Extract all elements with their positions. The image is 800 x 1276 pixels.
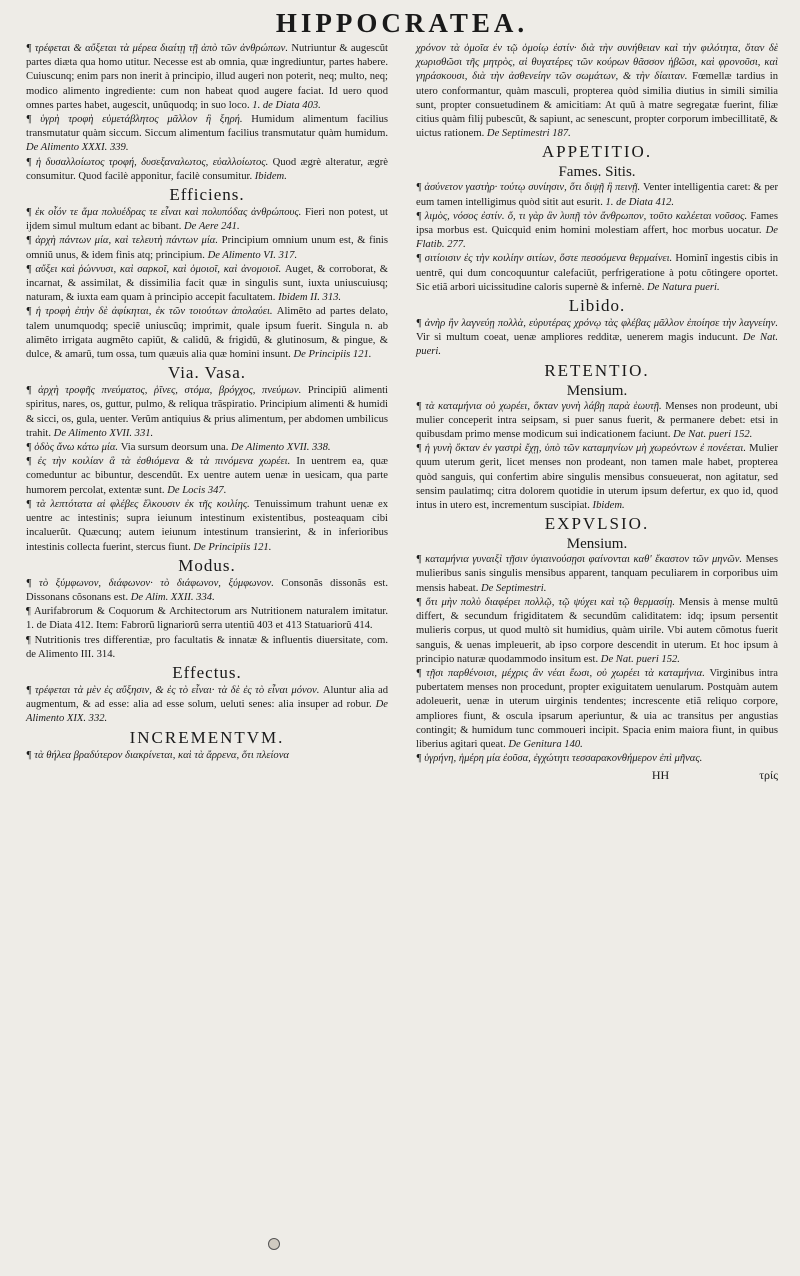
right-column: [416, 42, 778, 783]
text-entry: [26, 455, 388, 498]
entry-latin: Menses mulieribus sanis singulis mensibus apparent, tanquam peculiarem in corporibus uim mensis habeat.: [416, 554, 778, 594]
entry-latin: Quod ægrè alteratur, ægrè consumitur. Quod facilè apponitur, facilè consumitur.: [26, 156, 388, 182]
entry-latin: Virginibus intra pubertatem menses non procedunt, propter exiguitatem uenularum. Postquàm autem adoleuerit, uenæ in uterum uirginis tendentes; increscente etiã reliquo corpore, ampliores fiunt, & oscula ipsarum aperiuntur, & uia ac transitus per angustias contingit; & humidum tunc commoueri incipit. Spacia enim maiora fiunt, in quibus liberius agitari queat.: [416, 667, 778, 750]
entry-greek: ¶ ὅτι μὴν πολὺ διαφέρει πολλῷ, τῷ ψύχει καὶ τῷ θερμασίῃ.: [416, 596, 675, 608]
text-entry: [416, 210, 778, 253]
entry-greek: ¶ τὰ θήλεα βραδύτερον διακρίνεται, καὶ τὰ ἄρρενα, ὅτι πλείονα: [26, 749, 289, 761]
entry-latin: Nutriuntur & augescũt partes diæta qua homo utitur. Necesse est ab omnia, quæ ingrediuntur, partes habere. Cuiuscunq; enim pars non inerit à principio, illud augeri non poterit, neq; multo, neq; modico alimento ingrediente: cum non habeat quod augere faciat. Id uero quod omnes partes habet, augescit, unũquodq; in suo loco.: [26, 43, 388, 111]
text-entry: [26, 156, 388, 184]
entry-src: 1. de Diata 412.: [605, 196, 675, 208]
subsection-heading: Fames. Sitis.: [558, 164, 636, 181]
text-entry: [26, 384, 388, 441]
text-entry: [26, 42, 388, 113]
entry-latin: Venter intelligentia caret: & per eum tamen intelligimus quòd sitit aut esurit.: [416, 182, 778, 208]
text-entry: [26, 498, 388, 555]
entry-src: De Alimento XXXI. 339.: [26, 142, 129, 154]
entry-src: De Aere 241.: [184, 221, 240, 233]
entry-src: De Alim. XXII. 334.: [130, 591, 215, 603]
left-column: [26, 42, 389, 783]
entry-src: 1. de Diata 403.: [252, 99, 321, 111]
text-entry: [416, 181, 778, 209]
text-entry: [26, 605, 388, 633]
text-entry: [416, 442, 778, 513]
entry-src: Ibidem.: [592, 500, 625, 512]
text-entry: [26, 305, 388, 362]
text-entry: [26, 684, 388, 727]
footer: [416, 768, 778, 783]
entry-greek: ¶ ἐς τὴν κοιλίαν ἃ τὰ ἐσθιόμενα & τὰ πινόμενα χωρέει.: [26, 456, 291, 468]
entry-latin: Aluntur alia ad augmentum, & ad esse: alia ad esse solum, ueluti senes: alia insuper ad robur.: [26, 684, 388, 711]
catchword: τρίς: [759, 768, 778, 783]
text-entry: [416, 752, 778, 766]
section-heading: Via. Vasa.: [167, 363, 247, 383]
text-entry: [416, 596, 778, 667]
text-entry: [26, 113, 388, 156]
section-heading: Efficiens.: [169, 185, 245, 205]
entry-latin: Fœmellæ tardius in utero conformantur, quàm masculi, propterea quòd similia diutius in simili similia sunt, propter consuetudinem & amicitiam: At quũ à matre segregatæ fuerint, filiæ citius quàm filij pubescũt, & sapiunt, ac senescunt, propter corporum imbecillitatẽ, & uictus rationem.: [416, 71, 778, 140]
text-entry: [26, 749, 388, 763]
entry-latin: ¶ Aurifabrorum & Coquorum & Architectorum ars Nutritionem naturalem imitatur. 1. de Diata 412. Item: Fabrorũ lignariorũ serra utentiũ 403 et 413 Statuariorũ 414.: [26, 606, 388, 632]
entry-latin: Fieri non potest, ut ijdem simul multum edant ac bibant.: [26, 207, 388, 233]
entry-greek: ¶ τρέφεται & αὔξεται τὰ μέρεα διαίτῃ τῇ ἀπὸ τῶν ἀνθρώπων.: [26, 43, 289, 54]
entry-greek: ¶ τὰ καταμήνια οὐ χωρέει, ὅκταν γυνὴ λάβῃ παρὰ ἑωυτῇ.: [416, 400, 662, 412]
text-entry: [26, 441, 388, 455]
entry-greek: ¶ ἀσύνετον γαστὴρ· τούτῳ συνίησιν, ὅτι διψῇ ἢ πεινῇ.: [416, 182, 641, 194]
subsection-heading: Mensium.: [566, 382, 628, 399]
entry-latin: Fames ipsa morbus est. Quicquid enim homini molestiam affert, hoc morbus uocatur.: [416, 210, 778, 237]
entry-greek: ¶ ἀνὴρ ἢν λαγνεύῃ πολλὰ, εὐρυτέρας χρόνῳ τὰς φλέβας μᾶλλον ἐποίησε τὴν λαγνείην.: [416, 318, 778, 330]
entry-src: Ibidem II. 313.: [278, 292, 342, 304]
entry-latin: Principium omnium unum est, & finis omniũ unus, & idem finis atq; principium.: [26, 235, 388, 261]
signature-mark: HH: [651, 768, 670, 783]
entry-src: De Flatib. 277.: [416, 225, 778, 251]
entry-latin: Mensis à mense multũ differt, & secundum frigiditatem & secundũm caliditatem: idq; ipsum persentit mulieris corpus, ut quod multò sit humidius, quàm uirile. Vbi autem cõmotus fuerit sanguis, & uenas impleuerit, ab ipso corpore descendit in uterum. Et hoc ipsum à principio naturæ quodammodo insitum est.: [416, 596, 778, 665]
entry-greek: ¶ ἡ δυσαλλοίωτος τροφή, δυσεξαναλωτος, εὐαλλοίωτος.: [26, 156, 269, 168]
entry-src: De Alimento XIX. 332.: [26, 699, 388, 725]
entry-latin: Auget, & corroborat, & incarnat, & assimilat, & dissimilia facit quæ in singulis sunt, iuxta uniuscuiusq; naturam, & iuxta eam quam à principio accepit facultatem.: [26, 263, 388, 304]
entry-greek: ¶ λιμὸς, νόσος ἐστίν. ὅ, τι γὰρ ἂν λυπῇ τὸν ἄνθρωπον, τοῦτο καλέεται νοῦσος.: [416, 210, 748, 222]
section-heading: Modus.: [178, 555, 236, 575]
text-entry: [26, 234, 388, 262]
text-entry: [26, 263, 388, 306]
entry-greek: ¶ τὰ λεπτότατα αἱ φλέβες ἕλκουσιν ἐκ τῆς κοιλίης.: [26, 498, 250, 510]
text-entry: [416, 252, 778, 295]
text-entry: [416, 553, 778, 596]
entry-latin: Principiũ alimenti spiritus, nares, os, guttur, pulmo, & reliqua trãspiratio. Principium alimenti & humidi & sicci, os, gula, uenter. Verũm antiquius & prius alimentum, per abdomen umbilicus trahit.: [26, 385, 388, 439]
entry-src: De Alimento VI. 317.: [207, 249, 298, 261]
entry-greek: ¶ καταμήνια γυναιξὶ τῇσιν ὑγιαινούσῃσι φαίνονται καθ' ἕκαστον τῶν μηνῶν.: [416, 554, 743, 566]
entry-greek: ¶ ὑγρὴ τροφὴ εὐμετάβλητος μᾶλλον ἢ ξηρή.: [26, 114, 243, 126]
entry-greek: ¶ τὸ ξύμφωνον, διάφωνον· τὸ διάφωνον, ξύμφωνον.: [26, 577, 274, 589]
entry-src: De Nat. pueri 152.: [600, 653, 680, 665]
section-heading: APPETITIO.: [541, 142, 653, 162]
entry-latin: Consonãs dissonãs est. Dissonans cõsonans est.: [26, 577, 388, 603]
columns: [26, 42, 778, 783]
entry-greek: ¶ ἀρχὴ πάντων μία, καὶ τελευτὴ πάντων μία.: [26, 235, 218, 247]
entry-latin: Vir si multum coeat, uenæ ampliores redditæ, uenerem magis inducunt.: [416, 332, 739, 344]
entry-greek: ¶ τρέφεται τὰ μὲν ἐς αὔξησιν, & ἐς τὸ εἶναι· τὰ δὲ ἐς τὸ εἶναι μόνον.: [26, 684, 320, 696]
entry-src: Ibidem.: [254, 170, 287, 182]
entry-greek: χρόνον τὰ ὁμοῖα ἐν τῷ ὁμοίῳ ἐστίν· διὰ τὴν συνήθειαν καὶ τὴν φιλότητα, ὅταν δὲ χωρισθῶσι τῆς μητρὸς, αἱ θυγατέρες τῶν κούρων θᾶσσον ἡβῶσι, καὶ φρονοῦσι, καὶ γηράσκουσι, διὰ τὴν ἀσθενείην τῶν σωμάτων, & τὴν δίαιταν.: [416, 43, 778, 83]
entry-greek: ¶ ἐκ οἷόν τε ἅμα πολυέδρας τε εἶναι καὶ πολυπόδας ἀνθρώπους.: [26, 207, 302, 219]
entry-latin: Humidum alimentum facilius transmutatur quàm siccum. Siccum alimentum facilius transmutatur quàm humidum.: [26, 114, 388, 140]
text-entry: [416, 667, 778, 752]
page-title: HIPPOCRATEA.: [275, 8, 529, 38]
entry-latin: Via sursum deorsum una.: [120, 442, 229, 454]
section-heading: RETENTIO.: [544, 360, 650, 380]
entry-latin: Tenuissimum trahunt uenæ ex uentre ac intestinis; supra ieiunum intestinum existentibus, posteaquam cibi incaluerũt. Quæcunq; autem ieiunum intestinum transierint, & in inferioribus intestinis collecta fuerint, stercus fiunt.: [26, 498, 389, 553]
text-entry: [416, 317, 778, 360]
entry-greek: ¶ ὁδὸς ἄνω κάτω μία.: [26, 442, 119, 454]
entry-src: De Nat. pueri 152.: [673, 429, 753, 441]
entry-latin: Hominĩ ingestis cibis in uentrẽ, qui dum concoquuntur calefaciũt, perfrigeratione à potu cõtingere oportet. Sic etiã arbori uicissitudine caloris supernè & infernè.: [416, 253, 779, 293]
entry-greek: ¶ σιτίοισιν ἐς τὴν κοιλίην σιτίων, ὅστε πεσσόμενα θερμαίνει.: [416, 253, 673, 265]
text-entry: [26, 634, 388, 662]
entry-greek: ¶ αὔξει καὶ ῥώννυσι, καὶ σαρκοῖ, καὶ ὁμοιοῖ, καὶ ἀνομοιοῖ.: [26, 263, 282, 275]
section-heading: EXPVLSIO.: [544, 514, 650, 534]
text-entry: [26, 206, 388, 234]
entry-src: De Alimento XVII. 338.: [231, 442, 331, 454]
entry-src: De Principiis 121.: [193, 541, 272, 553]
entry-latin: In uentrem ea, quæ comeduntur ac bibuntur, descendũt. Ex uentre autem uenæ in uesicam, qua parte humorem percolat, extentæ sunt.: [26, 456, 388, 496]
entry-src: De Principiis 121.: [293, 349, 372, 361]
text-entry: [416, 42, 778, 141]
entry-greek: ¶ ὑγρήνη, ἡμέρη μία ἐοῦσα, ἐγχώτητι τεσσαρακονθήμερον ἐπὶ μῆνας.: [416, 753, 703, 765]
entry-greek: ¶ ἡ γυνὴ ὅκταν ἐν γαστρὶ ἔχῃ, ὑπὸ τῶν καταμηνίων μὴ χωρεόντων ἐ πονέεται.: [416, 443, 746, 455]
entry-src: De Septimestri 187.: [486, 128, 571, 140]
entry-src: De Septimestri.: [481, 582, 547, 594]
entry-greek: ¶ ἀρχὴ τροφῆς πνεύματος, ῥῖνες, στόμα, βρόγχος, πνεύμων.: [26, 385, 302, 397]
subsection-heading: Mensium.: [566, 536, 628, 553]
entry-src: De Natura pueri.: [646, 281, 720, 293]
entry-greek: ¶ ἡ τροφὴ ἐπὴν δὲ ἀφίκηται, ἐκ τῶν τοιούτων ἀπολαύει.: [26, 306, 273, 318]
printer-ornament: [268, 1238, 280, 1250]
entry-src: De Genitura 140.: [508, 738, 583, 750]
entry-greek: ¶ τῇσι παρθένοισι, μέχρις ἂν νέαι ἔωσι, οὐ χωρέει τὰ καταμήνια.: [416, 667, 705, 679]
entry-src: De Locis 347.: [167, 484, 227, 496]
text-entry: [26, 577, 388, 605]
entry-latin: Alimẽto ad partes delato, talem unumquodq; speciẽ uniuscũq; imprimit, quale ipsum fuerit. Singula n. ab alimẽto irrigata augmẽto capiũt, & calidũ, & frigidũ, & glutinosum, & pingue, & dulce, & amarũ, tum ossa, tum quæuis alia quæ homini insunt.: [26, 306, 388, 361]
entry-latin: ¶ Nutritionis tres differentiæ, pro facultatis & innatæ & influentis diuersitate, com. de Alimento III. 314.: [26, 634, 388, 660]
section-heading: INCREMENTVM.: [129, 727, 285, 747]
text-entry: [416, 400, 778, 443]
entry-src: De Nat. pueri.: [416, 332, 778, 358]
entry-latin: Mulier quum uterum gerit, licet menses non prodeant, non tamen male habet, propterea quòd sanguis, qui confertim abire singulis mensibus consueuerat, non agitatur, sed sensim paulatimq; citra dolorem quotidie in uterum ipsum defertur, ex quo id, quod intus in utero est, incrementum suscipiat.: [416, 443, 778, 512]
entry-latin: Menses non prodeunt, ubi mulier conceperit intra seipsam, si puer sanus fuerit, & permanere debet: etsi in quibusdam primo mense modicum sui indicationem faciunt.: [416, 400, 778, 441]
section-heading: Effectus.: [172, 662, 242, 682]
section-heading: Libido.: [568, 296, 626, 316]
entry-src: De Alimento XVII. 331.: [53, 427, 154, 439]
